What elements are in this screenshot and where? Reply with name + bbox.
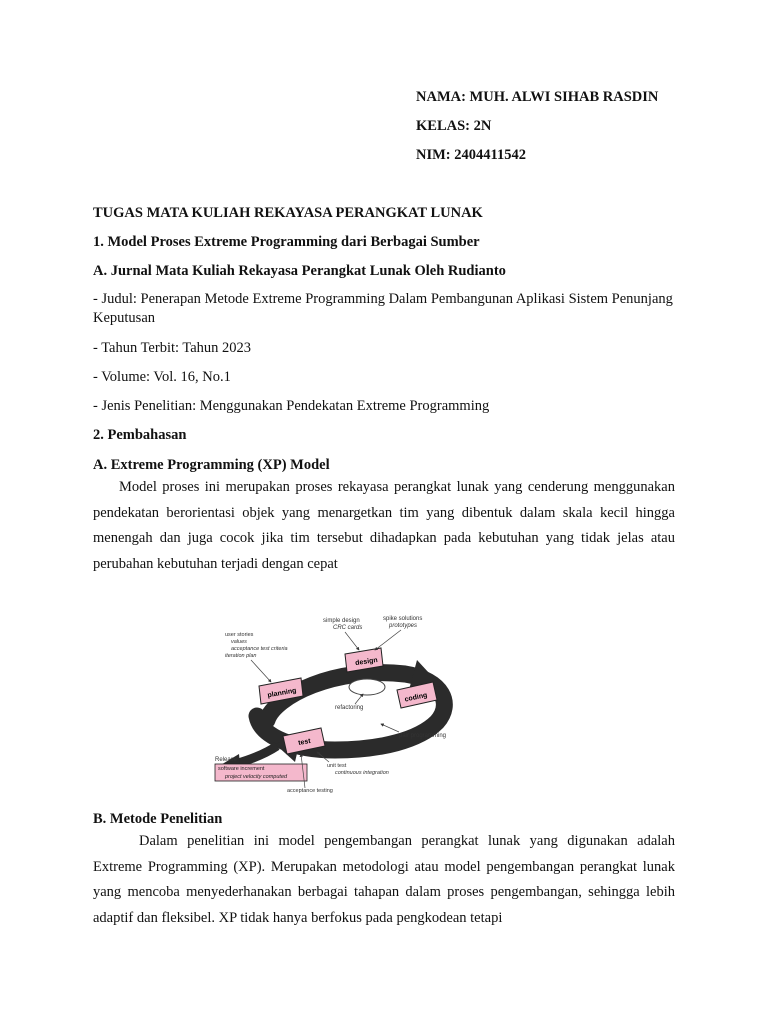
coding-label: coding [404,691,428,704]
document-title: TUGAS MATA KULIAH REKAYASA PERANGKAT LUNAK [93,205,483,221]
refactoring-loop [349,679,385,695]
student-nim: NIM: 2404411542 [416,147,526,163]
xp-model-paragraph [93,475,675,577]
journal-year-item: - Tahun Terbit: Tahun 2023 [93,340,252,356]
note-acceptance-testing: acceptance testing [287,788,333,794]
journal-title-item: - Judul: Penerapan Metode Extreme Programming Dalam Pembangunan Aplikasi Sistem Penunjang Keputusan [93,291,673,326]
research-method-paragraph [93,829,675,931]
note-iteration-plan: iteration plan [225,653,257,659]
note-software-increment: software increment [218,766,265,772]
release-arrow [235,746,277,764]
note-pair-programming: pair programming [399,733,447,739]
section-2a-heading: A. Extreme Programming (XP) Model [93,457,330,473]
student-name: NAMA: MUH. ALWI SIHAB RASDIN [416,89,659,105]
note-crc-cards: CRC cards [333,625,363,631]
test-label: test [297,737,312,747]
note-values: values [231,639,247,645]
section-1-heading: 1. Model Proses Extreme Programming dari Berbagai Sumber [93,234,480,250]
journal-type-item: - Jenis Penelitian: Menggunakan Pendekatan Extreme Programming [93,398,490,414]
xp-model-text: Model proses ini merupakan proses rekayasa perangkat lunak yang cenderung menggunakan pendekatan berorientasi objek yang menargetkan tim yang dibentuk dalam skala kecil hingga menengah dan juga cocok jika tim tersebut dihadapkan pada kebutuhan yang tidak jelas atau perubahan kebutuhan terjadi dengan cepat [93,479,675,572]
note-unit-test: unit test [327,763,347,769]
section-1a-heading: A. Jurnal Mata Kuliah Rekayasa Perangkat Lunak Oleh Rudianto [93,263,506,279]
student-class: KELAS: 2N [416,118,492,134]
note-continuous-integration: continuous integration [335,770,389,776]
design-label: design [354,656,379,668]
note-prototypes: prototypes [389,623,418,629]
note-release: Release [215,757,238,763]
coding-box [397,682,437,708]
note-project-velocity: project velocity computed [225,774,288,780]
note-spike-solutions: spike solutions [383,616,423,622]
note-refactoring: refactoring [335,705,364,711]
note-user-stories: user stories [225,632,254,638]
section-2-heading: 2. Pembahasan [93,427,187,443]
research-method-text: Dalam penelitian ini model pengembangan perangkat lunak yang digunakan adalah Extreme Programming (XP). Merupakan metodologi atau model pengembangan perangkat lunak yang mencoba menyederhanakan berbagai tahapan dalam proses pengembangan, sehingga lebih adaptif dan fleksibel. XP tidak hanya berfokus pada pengkodean tetapi [93,833,675,926]
section-2b-heading: B. Metode Penelitian [93,811,223,827]
planning-label: planning [267,687,297,700]
journal-volume-item: - Volume: Vol. 16, No.1 [93,369,231,385]
note-acceptance-test-criteria: acceptance test criteria [231,646,288,652]
note-simple-design: simple design [323,618,360,624]
xp-process-figure [205,604,465,796]
